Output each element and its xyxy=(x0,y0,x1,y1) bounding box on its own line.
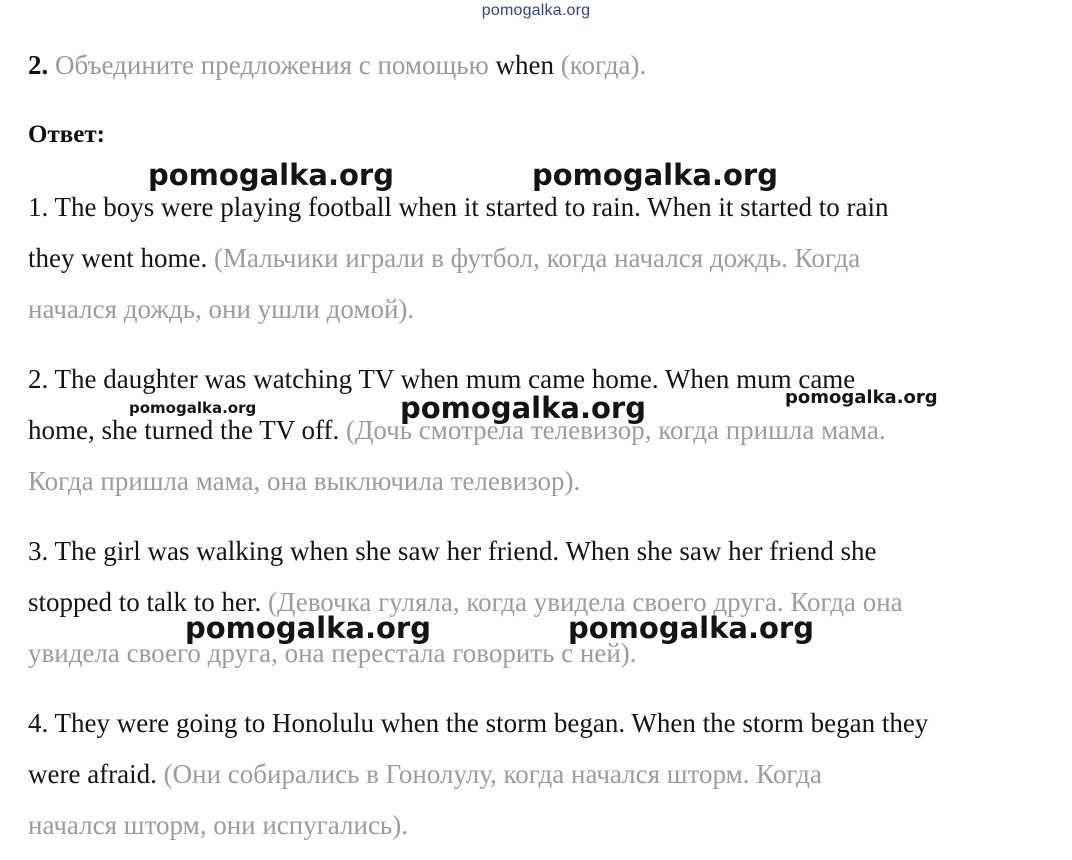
english-text: 1. The boys were playing football when it started to rain. When it started to rain xyxy=(28,192,889,222)
task-instruction: Объедините предложения с помощью xyxy=(55,50,489,80)
answer-2-line-3 xyxy=(28,464,580,498)
russian-translation: (Мальчики играли в футбол, когда начался дождь. Когда xyxy=(207,243,861,273)
english-text: were afraid. xyxy=(28,759,157,789)
task-keyword-translation: (когда). xyxy=(560,50,647,80)
answer-1-line-1 xyxy=(28,190,889,224)
watermark: pomogalka.org xyxy=(400,391,646,425)
watermark: pomogalka.org xyxy=(568,611,814,645)
english-text: 4. They were going to Honolulu when the storm began. When the storm began they xyxy=(28,708,929,738)
watermark: pomogalka.org xyxy=(148,158,394,192)
russian-translation: (Девочка гуляла, когда увидела своего друга. Когда она xyxy=(261,587,903,617)
russian-translation: (Дочь смотрела телевизор, когда пришла мама. xyxy=(339,415,886,445)
russian-translation: (Они собирались в Гонолулу, когда начался шторм. Когда xyxy=(156,759,822,789)
russian-translation: увидела своего друга, она перестала говорить с ней). xyxy=(28,638,637,668)
russian-translation: начался шторм, они испугались). xyxy=(28,810,408,840)
russian-translation: Когда пришла мама, она выключила телевизор). xyxy=(28,466,581,496)
english-text: they went home. xyxy=(28,243,208,273)
watermark: pomogalka.org xyxy=(785,387,938,408)
answer-1-line-2 xyxy=(28,241,860,275)
site-link[interactable]: pomogalka.org xyxy=(481,2,591,19)
watermark: pomogalka.org xyxy=(185,611,431,645)
watermark: pomogalka.org xyxy=(129,399,257,417)
watermark: pomogalka.org xyxy=(532,158,778,192)
russian-translation: начался дождь, они ушли домой). xyxy=(28,294,415,324)
answer-1-line-3 xyxy=(28,292,414,326)
english-text: home, she turned the TV off. xyxy=(28,415,340,445)
answer-label: Ответ: xyxy=(28,121,105,148)
english-text: 3. The girl was walking when she saw her friend. When she saw her friend she xyxy=(28,536,877,566)
task-keyword: when xyxy=(495,50,555,80)
answer-4-line-2 xyxy=(28,757,822,791)
answer-3-line-1 xyxy=(28,534,877,568)
task-number: 2. xyxy=(28,50,49,80)
answer-4-line-1 xyxy=(28,706,928,740)
english-text: stopped to talk to her. xyxy=(28,587,262,617)
answer-4-line-3 xyxy=(28,808,408,842)
task-heading xyxy=(28,49,646,81)
english-text: 2. The daughter was watching TV when mum came home. When mum came xyxy=(28,364,856,394)
